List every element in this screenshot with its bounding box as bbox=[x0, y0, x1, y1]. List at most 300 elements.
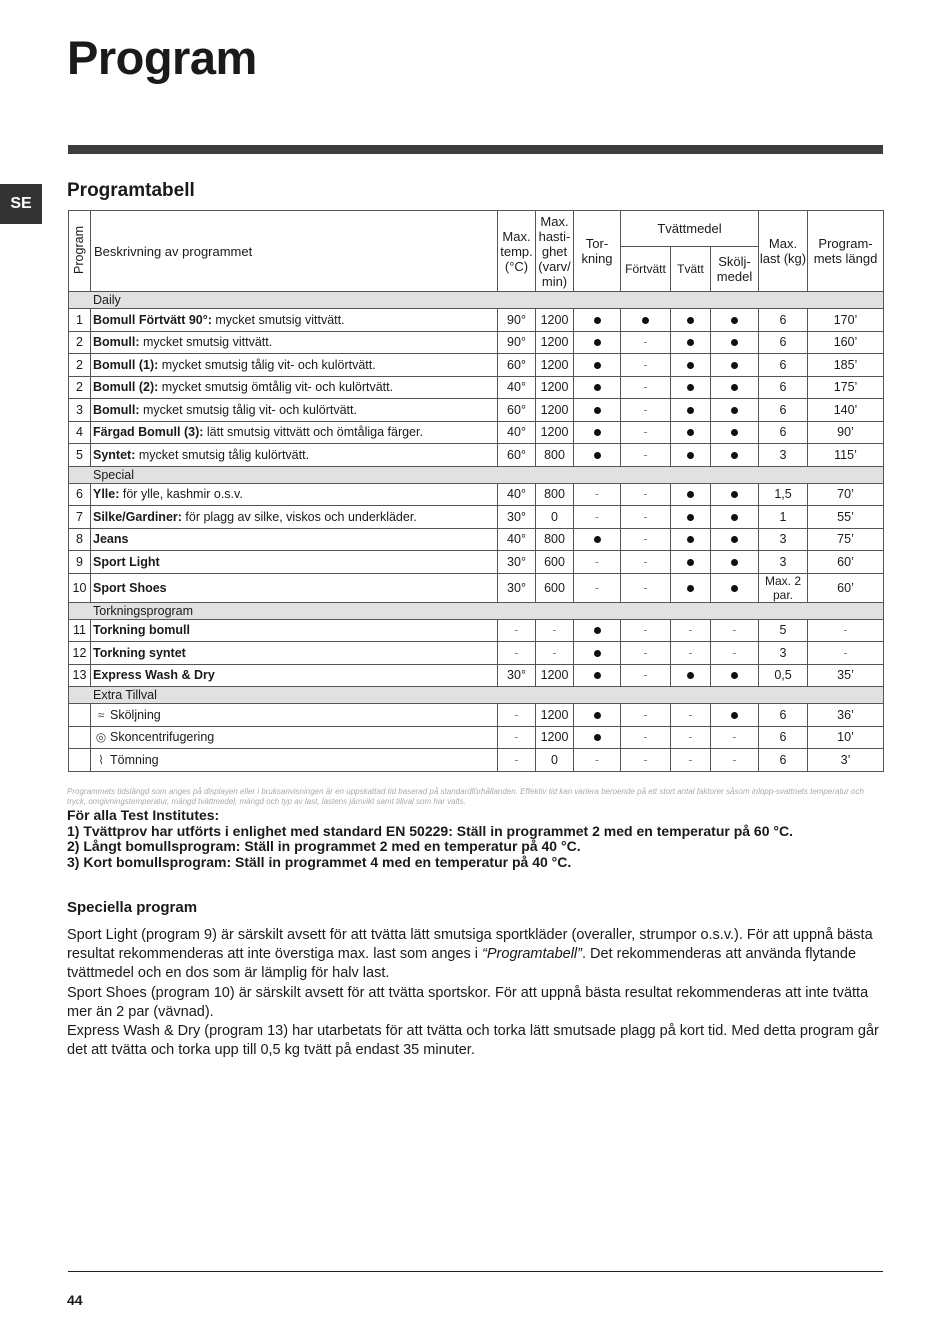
prewash-cell bbox=[621, 483, 671, 506]
duration-col-header: Program- mets längd bbox=[808, 211, 884, 292]
prewash-cell-value: - bbox=[643, 425, 648, 440]
max-temp-cell-value: 60° bbox=[507, 402, 526, 417]
duration-cell-value: 175’ bbox=[833, 380, 858, 395]
duration-cell bbox=[808, 444, 884, 467]
bullet-icon bbox=[687, 429, 694, 436]
drying-cell bbox=[574, 354, 621, 377]
program-number: 8 bbox=[69, 528, 91, 551]
test-line: 2) Långt bomullsprogram: Ställ in programmet 2 med en temperatur på 40 °C. bbox=[67, 838, 581, 854]
max-speed-cell-value: 1200 bbox=[540, 707, 569, 722]
table-row bbox=[69, 642, 884, 665]
program-detail: mycket smutsig tålig vit- och kulörtvätt. bbox=[139, 402, 357, 417]
program-description bbox=[91, 551, 498, 574]
prewash-cell-value: - bbox=[643, 668, 648, 683]
test-institutes bbox=[67, 808, 882, 870]
duration-cell bbox=[808, 506, 884, 529]
program-name: Jeans bbox=[93, 532, 129, 547]
drying-cell bbox=[574, 444, 621, 467]
max-speed-cell bbox=[536, 619, 574, 642]
max-load-cell-value: 1 bbox=[779, 509, 787, 524]
table-row bbox=[69, 309, 884, 332]
program-name: Bomull Förtvätt 90°: bbox=[93, 312, 212, 327]
max-speed-cell-value: - bbox=[552, 623, 557, 638]
program-name: Bomull: bbox=[93, 402, 140, 417]
max-speed-cell bbox=[536, 399, 574, 422]
program-detail: mycket smutsig tålig vit- och kulörtvätt. bbox=[158, 357, 376, 372]
prewash-cell bbox=[621, 309, 671, 332]
max-speed-cell-value: 1200 bbox=[540, 730, 569, 745]
prewash-cell-value: - bbox=[643, 447, 648, 462]
wash-cell bbox=[671, 483, 711, 506]
bullet-icon bbox=[594, 627, 601, 634]
drying-col-header: Tor- kning bbox=[574, 211, 621, 292]
duration-cell-value: - bbox=[843, 645, 848, 660]
rinse-cell bbox=[711, 528, 759, 551]
program-name: Sport Shoes bbox=[93, 580, 167, 595]
sport-light-paragraph: Sport Light (program 9) är särskilt avsett för att tvätta lätt smutsiga sportkläder (overaller, strumpor o.s.v.). För att uppnå bästa resultat rekommenderas att inte överstiga max. last som anges i “Programtabell”. Det rekommenderas att använda flytande tvättmedel och en dos som är lämplig för halv last. bbox=[67, 927, 873, 982]
bullet-icon bbox=[687, 362, 694, 369]
max-load-cell bbox=[759, 444, 808, 467]
bullet-icon bbox=[594, 384, 601, 391]
max-speed-cell bbox=[536, 376, 574, 399]
bullet-icon bbox=[731, 585, 738, 592]
max-temp-cell bbox=[498, 309, 536, 332]
max-load-cell-value: 5 bbox=[779, 623, 787, 638]
rinse-cell bbox=[711, 309, 759, 332]
drying-cell bbox=[574, 642, 621, 665]
prewash-cell-value: - bbox=[643, 380, 648, 395]
max-temp-cell-value: - bbox=[514, 707, 519, 722]
max-temp-cell bbox=[498, 506, 536, 529]
page-number: 44 bbox=[67, 1292, 83, 1308]
program-table bbox=[68, 210, 884, 772]
duration-footnote: Programmets tidslängd som anges på displayen eller i bruksanvisningen är en uppskattad tid baserad på standardförhållanden. Effektiv tid kan variera beroende på ett stort antal faktorer såsom inlopp-svattnets temperatur och tryck, omgivningstemperatur, mängd tvättmedel, mängd och typ av last, lastens jämvikt samt tillval som har valts. bbox=[67, 787, 864, 806]
bullet-icon bbox=[594, 452, 601, 459]
max-load-cell bbox=[759, 704, 808, 727]
duration-cell-value: 160’ bbox=[833, 335, 858, 350]
bullet-icon bbox=[731, 491, 738, 498]
max-speed-cell-value: 800 bbox=[544, 447, 565, 462]
bullet-icon bbox=[731, 317, 738, 324]
rinse-icon: ≈ bbox=[97, 707, 105, 722]
max-speed-cell bbox=[536, 664, 574, 687]
program-detail: mycket smutsig tålig kulörtvätt. bbox=[135, 447, 310, 462]
category-row bbox=[69, 292, 884, 309]
prewash-cell bbox=[621, 664, 671, 687]
table-row bbox=[69, 506, 884, 529]
wash-cell bbox=[671, 551, 711, 574]
duration-cell-value: 140’ bbox=[833, 402, 858, 417]
max-temp-cell-value: - bbox=[514, 752, 519, 767]
program-detail: för ylle, kashmir o.s.v. bbox=[119, 487, 243, 502]
max-load-cell bbox=[759, 354, 808, 377]
program-description bbox=[91, 444, 498, 467]
max-speed-cell bbox=[536, 642, 574, 665]
max-load-cell-value: 6 bbox=[779, 335, 787, 350]
bullet-icon bbox=[594, 650, 601, 657]
test-institutes-heading: För alla Test Institutes: bbox=[67, 807, 220, 823]
header-rule bbox=[68, 145, 883, 154]
bullet-icon bbox=[731, 514, 738, 521]
max-speed-cell-value: - bbox=[552, 645, 557, 660]
max-speed-cell bbox=[536, 528, 574, 551]
rinse-cell bbox=[711, 376, 759, 399]
duration-cell-value: 115’ bbox=[834, 447, 857, 462]
max-speed-cell bbox=[536, 331, 574, 354]
drying-cell-value: - bbox=[594, 580, 600, 595]
detergent-group-header: Tvättmedel bbox=[621, 211, 759, 247]
max-load-col-header: Max. last (kg) bbox=[759, 211, 808, 292]
prewash-cell-value: - bbox=[643, 554, 648, 569]
category-label: Torkningsprogram bbox=[69, 602, 884, 619]
max-temp-cell bbox=[498, 421, 536, 444]
drying-cell bbox=[574, 749, 621, 772]
max-temp-cell bbox=[498, 483, 536, 506]
program-detail: lätt smutsig vittvätt och ömtåliga färger. bbox=[203, 425, 423, 440]
program-description bbox=[91, 399, 498, 422]
program-number: 9 bbox=[69, 551, 91, 574]
max-load-cell bbox=[759, 331, 808, 354]
duration-cell bbox=[808, 528, 884, 551]
duration-cell bbox=[808, 619, 884, 642]
rinse-cell bbox=[711, 399, 759, 422]
prewash-cell-value: - bbox=[643, 357, 648, 372]
category-row bbox=[69, 602, 884, 619]
duration-cell bbox=[808, 483, 884, 506]
drain-icon: ⌇ bbox=[98, 752, 104, 767]
max-temp-cell bbox=[498, 573, 536, 602]
program-number: 6 bbox=[69, 483, 91, 506]
prewash-cell bbox=[621, 354, 671, 377]
max-speed-cell-value: 600 bbox=[544, 580, 565, 595]
program-name: Torkning syntet bbox=[93, 645, 186, 660]
bullet-icon bbox=[687, 407, 694, 414]
program-name: Ylle: bbox=[93, 487, 120, 502]
program-detail: Sköljning bbox=[110, 707, 161, 722]
max-load-cell bbox=[759, 619, 808, 642]
bullet-icon bbox=[731, 384, 738, 391]
prewash-cell bbox=[621, 506, 671, 529]
bullet-icon bbox=[687, 384, 694, 391]
drying-cell bbox=[574, 704, 621, 727]
program-description bbox=[91, 704, 498, 727]
bullet-icon bbox=[687, 339, 694, 346]
max-speed-cell-value: 1200 bbox=[540, 312, 569, 327]
wash-col-header: Tvätt bbox=[671, 247, 711, 292]
duration-cell-value: 3’ bbox=[840, 752, 851, 767]
max-load-cell-value: 3 bbox=[779, 554, 787, 569]
wash-cell bbox=[671, 528, 711, 551]
program-name: Express Wash & Dry bbox=[93, 668, 215, 683]
max-speed-cell-value: 1200 bbox=[540, 335, 569, 350]
wash-cell-value: - bbox=[688, 645, 693, 660]
max-speed-cell-value: 0 bbox=[551, 752, 558, 767]
duration-cell-value: 60’ bbox=[837, 580, 854, 595]
wash-cell bbox=[671, 704, 711, 727]
bullet-icon bbox=[731, 452, 738, 459]
duration-cell-value: 75’ bbox=[837, 532, 854, 547]
category-row bbox=[69, 687, 884, 704]
max-load-cell-value: 3 bbox=[779, 645, 787, 660]
table-row bbox=[69, 726, 884, 749]
prewash-cell bbox=[621, 573, 671, 602]
max-temp-cell bbox=[498, 551, 536, 574]
wash-cell bbox=[671, 726, 711, 749]
wash-cell bbox=[671, 749, 711, 772]
wash-cell bbox=[671, 444, 711, 467]
test-line: 3) Kort bomullsprogram: Ställ in programmet 4 med en temperatur på 40 °C. bbox=[67, 853, 572, 870]
category-label: Extra Tillval bbox=[69, 687, 884, 704]
max-load-cell-value: 6 bbox=[779, 380, 787, 395]
duration-cell bbox=[808, 309, 884, 332]
spin-icon: ◎ bbox=[95, 730, 107, 745]
max-temp-cell bbox=[498, 619, 536, 642]
duration-cell bbox=[808, 421, 884, 444]
bullet-icon bbox=[594, 712, 601, 719]
program-detail: för plagg av silke, viskos och underkläder. bbox=[181, 509, 417, 524]
bullet-icon bbox=[731, 407, 738, 414]
table-row bbox=[69, 444, 884, 467]
prewash-cell bbox=[621, 528, 671, 551]
program-number bbox=[69, 726, 91, 749]
max-temp-cell bbox=[498, 528, 536, 551]
max-temp-cell-value: 60° bbox=[507, 357, 526, 372]
drying-cell bbox=[574, 421, 621, 444]
drying-cell bbox=[574, 331, 621, 354]
prewash-cell bbox=[621, 444, 671, 467]
wash-cell bbox=[671, 331, 711, 354]
max-load-cell bbox=[759, 483, 808, 506]
wash-cell bbox=[671, 309, 711, 332]
test-line: 1) Tvättprov har utförts i enlighet med standard EN 50229: Ställ in programmet 2 med en temperatur på 60 °C. bbox=[67, 822, 793, 839]
bullet-icon bbox=[594, 429, 601, 436]
program-description bbox=[91, 619, 498, 642]
rinse-cell bbox=[711, 726, 759, 749]
wash-cell-value: - bbox=[688, 752, 693, 767]
max-speed-cell-value: 1200 bbox=[540, 380, 569, 395]
max-temp-cell bbox=[498, 749, 536, 772]
rinse-cell bbox=[711, 421, 759, 444]
prewash-cell bbox=[621, 551, 671, 574]
duration-cell-value: 10’ bbox=[837, 730, 854, 745]
duration-cell bbox=[808, 376, 884, 399]
max-temp-cell-value: 40° bbox=[507, 487, 526, 502]
category-label: Daily bbox=[69, 292, 884, 309]
max-temp-cell-value: 30° bbox=[507, 554, 526, 569]
bullet-icon bbox=[731, 429, 738, 436]
rinse-cell bbox=[711, 506, 759, 529]
max-temp-cell-value: 90° bbox=[507, 312, 526, 327]
bullet-icon bbox=[731, 362, 738, 369]
table-row bbox=[69, 331, 884, 354]
max-speed-cell-value: 600 bbox=[544, 554, 565, 569]
table-row bbox=[69, 354, 884, 377]
max-temp-cell-value: 40° bbox=[507, 425, 526, 440]
program-name: Bomull: bbox=[93, 335, 140, 350]
prewash-cell-value: - bbox=[643, 509, 648, 524]
bullet-icon bbox=[687, 672, 694, 679]
program-name: Torkning bomull bbox=[93, 623, 190, 638]
drying-cell-value: - bbox=[594, 752, 600, 767]
rinse-cell bbox=[711, 573, 759, 602]
wash-cell bbox=[671, 376, 711, 399]
max-load-cell-value: 6 bbox=[779, 402, 787, 417]
max-load-cell-value: 6 bbox=[779, 425, 787, 440]
program-description bbox=[91, 749, 498, 772]
prewash-cell-value: - bbox=[643, 623, 648, 638]
program-description bbox=[91, 354, 498, 377]
prewash-cell-value: - bbox=[643, 730, 648, 745]
category-label: Special bbox=[69, 466, 884, 483]
program-description bbox=[91, 642, 498, 665]
max-temp-cell bbox=[498, 704, 536, 727]
max-temp-cell bbox=[498, 331, 536, 354]
section-title: Programtabell bbox=[67, 180, 195, 201]
prewash-cell bbox=[621, 399, 671, 422]
bullet-icon bbox=[594, 734, 601, 741]
bullet-icon bbox=[687, 452, 694, 459]
rinse-cell bbox=[711, 619, 759, 642]
table-row bbox=[69, 483, 884, 506]
prewash-cell-value: - bbox=[643, 487, 648, 502]
max-load-cell-value: 3 bbox=[779, 532, 787, 547]
duration-cell-value: 70’ bbox=[837, 487, 854, 502]
prewash-cell bbox=[621, 749, 671, 772]
rinse-cell bbox=[711, 749, 759, 772]
rinse-cell bbox=[711, 483, 759, 506]
max-temp-cell-value: 40° bbox=[507, 380, 526, 395]
bullet-icon bbox=[731, 712, 738, 719]
duration-cell bbox=[808, 354, 884, 377]
program-col-header: Program bbox=[69, 211, 91, 292]
max-temp-cell-value: - bbox=[514, 730, 519, 745]
program-description bbox=[91, 331, 498, 354]
drying-cell-value: - bbox=[594, 509, 600, 524]
max-load-cell bbox=[759, 726, 808, 749]
drying-cell bbox=[574, 309, 621, 332]
max-load-cell bbox=[759, 664, 808, 687]
max-temp-cell-value: 30° bbox=[507, 509, 526, 524]
wash-cell bbox=[671, 573, 711, 602]
max-speed-cell bbox=[536, 483, 574, 506]
duration-cell bbox=[808, 664, 884, 687]
duration-cell-value: 185’ bbox=[833, 357, 858, 372]
bullet-icon bbox=[731, 559, 738, 566]
rinse-cell bbox=[711, 444, 759, 467]
max-load-cell bbox=[759, 573, 808, 602]
max-speed-cell-value: 0 bbox=[551, 509, 558, 524]
description-col-header: Beskrivning av programmet bbox=[91, 211, 498, 292]
rinse-cell-value: - bbox=[732, 730, 737, 745]
max-speed-cell bbox=[536, 506, 574, 529]
max-speed-cell-value: 1200 bbox=[540, 402, 569, 417]
bullet-icon bbox=[594, 536, 601, 543]
max-load-cell bbox=[759, 399, 808, 422]
max-load-cell-value: 6 bbox=[779, 357, 787, 372]
max-load-cell-value: 6 bbox=[779, 707, 787, 722]
max-load-cell-value: 1,5 bbox=[774, 487, 792, 502]
duration-cell-value: 170’ bbox=[833, 312, 858, 327]
program-name: Bomull (1): bbox=[93, 357, 159, 372]
table-row bbox=[69, 704, 884, 727]
program-description bbox=[91, 309, 498, 332]
max-speed-cell bbox=[536, 354, 574, 377]
bullet-icon bbox=[594, 407, 601, 414]
table-row bbox=[69, 573, 884, 602]
duration-cell bbox=[808, 642, 884, 665]
max-load-cell bbox=[759, 749, 808, 772]
prewash-cell-value: - bbox=[643, 645, 648, 660]
category-row bbox=[69, 466, 884, 483]
drying-cell bbox=[574, 528, 621, 551]
max-speed-cell-value: 1200 bbox=[540, 425, 569, 440]
program-name: Färgad Bomull (3): bbox=[93, 425, 204, 440]
duration-cell-value: 55’ bbox=[837, 509, 854, 524]
max-load-cell bbox=[759, 506, 808, 529]
max-speed-col-header: Max. hasti- ghet (varv/ min) bbox=[536, 211, 574, 292]
sport-shoes-paragraph: Sport Shoes (program 10) är särskilt avsett för att tvätta sportskor. För att uppnå bästa resultat rekommenderas att inte tvätta mer än 2 par (vävnad). bbox=[67, 984, 869, 1020]
program-description bbox=[91, 664, 498, 687]
max-load-cell bbox=[759, 551, 808, 574]
prewash-cell-value: - bbox=[643, 402, 648, 417]
wash-cell bbox=[671, 506, 711, 529]
program-number bbox=[69, 704, 91, 727]
max-temp-cell bbox=[498, 726, 536, 749]
bullet-icon bbox=[642, 317, 649, 324]
wash-cell bbox=[671, 399, 711, 422]
bullet-icon bbox=[687, 514, 694, 521]
wash-cell bbox=[671, 619, 711, 642]
program-number bbox=[69, 749, 91, 772]
rinse-cell-value: - bbox=[732, 623, 737, 638]
max-temp-cell-value: 30° bbox=[507, 668, 526, 683]
program-name: Sport Light bbox=[93, 554, 160, 569]
max-temp-cell bbox=[498, 399, 536, 422]
max-speed-cell-value: 1200 bbox=[540, 357, 569, 372]
program-number: 2 bbox=[69, 376, 91, 399]
max-temp-cell bbox=[498, 444, 536, 467]
prewash-cell bbox=[621, 376, 671, 399]
duration-cell bbox=[808, 399, 884, 422]
drying-cell bbox=[574, 619, 621, 642]
bullet-icon bbox=[731, 339, 738, 346]
program-detail: mycket smutsig vittvätt. bbox=[211, 312, 345, 327]
duration-cell-value: 35’ bbox=[837, 668, 854, 683]
max-speed-cell-value: 800 bbox=[544, 487, 565, 502]
bullet-icon bbox=[687, 491, 694, 498]
rinse-cell bbox=[711, 704, 759, 727]
program-number: 1 bbox=[69, 309, 91, 332]
prewash-cell bbox=[621, 704, 671, 727]
bullet-icon bbox=[594, 317, 601, 324]
program-description bbox=[91, 528, 498, 551]
bullet-icon bbox=[687, 559, 694, 566]
page-title: Program bbox=[67, 31, 257, 84]
rinse-cell-value: - bbox=[732, 645, 737, 660]
program-description bbox=[91, 573, 498, 602]
bullet-icon bbox=[687, 536, 694, 543]
max-temp-cell-value: - bbox=[514, 645, 519, 660]
max-load-cell bbox=[759, 376, 808, 399]
program-number: 2 bbox=[69, 331, 91, 354]
bullet-icon bbox=[687, 585, 694, 592]
duration-cell bbox=[808, 704, 884, 727]
drying-cell bbox=[574, 483, 621, 506]
max-load-cell bbox=[759, 421, 808, 444]
prewash-cell bbox=[621, 619, 671, 642]
max-load-cell-value: 0,5 bbox=[774, 668, 792, 683]
max-speed-cell bbox=[536, 421, 574, 444]
